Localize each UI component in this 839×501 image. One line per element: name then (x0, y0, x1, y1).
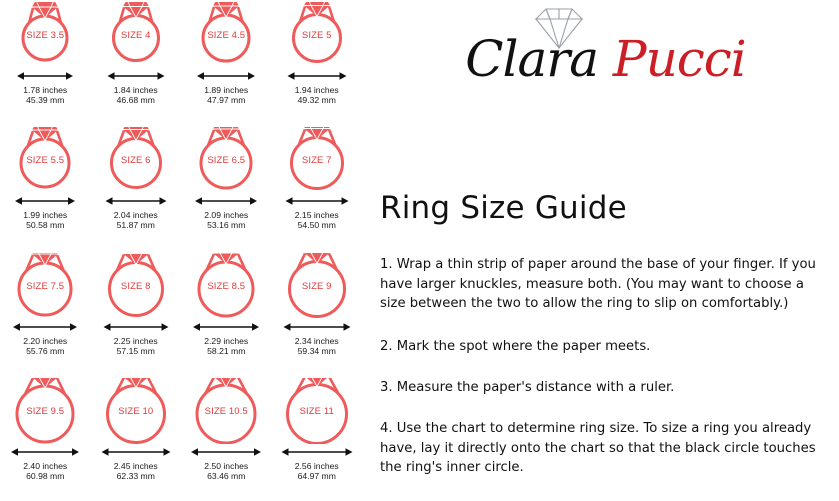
ring-size-label: SIZE 9.5 (26, 405, 65, 417)
diameter-inches: 2.15 inches (294, 210, 339, 221)
diameter-inches: 1.99 inches (23, 210, 68, 221)
ring-size-label: SIZE 8 (120, 280, 151, 292)
ring-size-cell (0, 376, 91, 501)
ring-size-cell (272, 125, 363, 250)
diameter-arrow-icon (8, 69, 82, 83)
diameter-mm: 58.21 mm (207, 345, 246, 356)
diameter-mm: 47.97 mm (207, 95, 246, 106)
diameter-inches: 2.56 inches (294, 460, 339, 471)
ring-size-cell (91, 125, 182, 250)
diameter-arrow-icon (99, 445, 173, 459)
ring-size-cell (181, 0, 272, 125)
ring-size-cell (0, 251, 91, 376)
ring-size-cell (272, 376, 363, 501)
diameter-inches: 1.94 inches (294, 85, 339, 95)
diameter-mm: 62.33 mm (116, 470, 155, 481)
ring-illustration (280, 253, 354, 319)
ring-measurements (295, 336, 339, 356)
ring-size-label: SIZE 10 (118, 405, 154, 417)
diameter-mm: 53.16 mm (207, 220, 246, 231)
diameter-arrow-icon (8, 445, 82, 459)
guide-step-3: 3. Measure the paper's distance with a ruler. (380, 380, 675, 395)
ring-measurements (23, 85, 67, 105)
diameter-arrow-icon (189, 445, 263, 459)
ring-size-label: SIZE 4 (120, 30, 151, 41)
ring-size-cell (91, 251, 182, 376)
ring-illustration (99, 127, 173, 193)
ring-measurements (295, 461, 339, 481)
ring-measurements (23, 210, 67, 230)
diameter-arrow-icon (280, 320, 354, 334)
ring-illustration (8, 127, 82, 193)
ring-size-label: SIZE 5.5 (26, 155, 65, 167)
diameter-mm: 60.98 mm (26, 470, 65, 481)
ring-size-cell (181, 125, 272, 250)
ring-size-label: SIZE 6.5 (207, 155, 246, 167)
ring-illustration (99, 378, 173, 444)
ring-size-cell (181, 251, 272, 376)
diameter-inches: 1.89 inches (204, 85, 249, 95)
ring-size-label: SIZE 8.5 (207, 280, 246, 292)
diameter-mm: 59.34 mm (297, 345, 336, 356)
diameter-mm: 49.32 mm (297, 95, 336, 106)
guide-panel (372, 0, 839, 501)
ring-illustration (8, 2, 82, 68)
guide-step-2: 2. Mark the spot where the paper meets. (380, 339, 651, 354)
brand-name-last: Pucci (612, 30, 746, 88)
diameter-inches: 2.29 inches (204, 335, 249, 346)
diameter-arrow-icon (280, 69, 354, 83)
ring-illustration (8, 378, 82, 444)
ring-size-chart (0, 0, 362, 501)
ring-illustration (99, 253, 173, 319)
diameter-inches: 2.04 inches (113, 210, 158, 221)
brand-name-first: Clara (465, 30, 599, 88)
ring-size-label: SIZE 7 (301, 155, 332, 167)
ring-size-label: SIZE 9 (301, 280, 332, 292)
ring-measurements (114, 461, 158, 481)
ring-size-cell (91, 376, 182, 501)
diameter-inches: 2.45 inches (113, 460, 158, 471)
diameter-mm: 51.87 mm (116, 220, 155, 231)
ring-size-cell (91, 0, 182, 125)
diameter-mm: 57.15 mm (116, 345, 155, 356)
brand-wordmark (372, 30, 839, 88)
diameter-inches: 2.20 inches (23, 335, 68, 346)
diameter-mm: 55.76 mm (26, 345, 65, 356)
diameter-mm: 45.39 mm (26, 95, 65, 106)
diameter-mm: 63.46 mm (207, 470, 246, 481)
diameter-inches: 2.34 inches (294, 335, 339, 346)
ring-illustration (280, 378, 354, 444)
guide-step-4: 4. Use the chart to determine ring size. To size a ring you already have, lay it directly onto the chart so that the black circle touches the ring's inner circle. (380, 421, 816, 476)
ring-measurements (23, 336, 67, 356)
diameter-arrow-icon (280, 194, 354, 208)
ring-size-cell (272, 0, 363, 125)
diameter-arrow-icon (99, 69, 173, 83)
page-title: Ring Size Guide (380, 190, 627, 226)
diameter-mm: 50.58 mm (26, 220, 65, 231)
ring-size-label: SIZE 3.5 (26, 30, 65, 41)
ring-measurements (204, 85, 248, 105)
ring-size-label: SIZE 11 (299, 405, 334, 417)
ring-measurements (114, 210, 158, 230)
diameter-arrow-icon (280, 445, 354, 459)
ring-illustration (189, 2, 263, 68)
ring-measurements (204, 210, 248, 230)
diameter-arrow-icon (99, 320, 173, 334)
diameter-inches: 1.84 inches (113, 85, 158, 95)
diameter-mm: 46.68 mm (116, 95, 155, 106)
guide-step-1: 1. Wrap a thin strip of paper around the base of your finger. If you have larger knuckles, measure both. (You may want to choose a size between the two to allow the ring to slip on comfortably.) (380, 257, 816, 312)
ring-measurements (23, 461, 67, 481)
diameter-inches: 2.50 inches (204, 460, 249, 471)
diameter-arrow-icon (8, 194, 82, 208)
ring-illustration (189, 253, 263, 319)
diameter-arrow-icon (189, 320, 263, 334)
diameter-inches: 2.40 inches (23, 460, 68, 471)
ring-size-grid (0, 0, 362, 501)
ring-illustration (280, 127, 354, 193)
ring-size-label: SIZE 6 (120, 155, 151, 167)
brand-logo (372, 6, 839, 110)
diameter-arrow-icon (189, 194, 263, 208)
diameter-mm: 54.50 mm (297, 220, 336, 231)
ring-size-cell (0, 0, 91, 125)
ring-size-cell (0, 125, 91, 250)
diameter-inches: 1.78 inches (23, 85, 68, 95)
ring-measurements (204, 461, 248, 481)
diameter-arrow-icon (8, 320, 82, 334)
diameter-mm: 64.97 mm (297, 470, 336, 481)
diameter-inches: 2.25 inches (113, 335, 158, 346)
ring-size-label: SIZE 5 (301, 30, 332, 41)
ring-illustration (99, 2, 173, 68)
ring-illustration (189, 127, 263, 193)
ring-illustration (280, 2, 354, 68)
ring-measurements (295, 85, 339, 105)
ring-illustration (8, 253, 82, 319)
ring-measurements (204, 336, 248, 356)
ring-size-cell (181, 376, 272, 501)
diameter-arrow-icon (99, 194, 173, 208)
ring-size-label: SIZE 4.5 (207, 30, 246, 41)
ring-measurements (295, 210, 339, 230)
ring-size-cell (272, 251, 363, 376)
diameter-inches: 2.09 inches (204, 210, 249, 221)
ring-measurements (114, 336, 158, 356)
ring-size-label: SIZE 7.5 (26, 280, 65, 292)
diameter-arrow-icon (189, 69, 263, 83)
ring-illustration (189, 378, 263, 444)
ring-measurements (114, 85, 158, 105)
ring-size-label: SIZE 10.5 (204, 405, 248, 417)
